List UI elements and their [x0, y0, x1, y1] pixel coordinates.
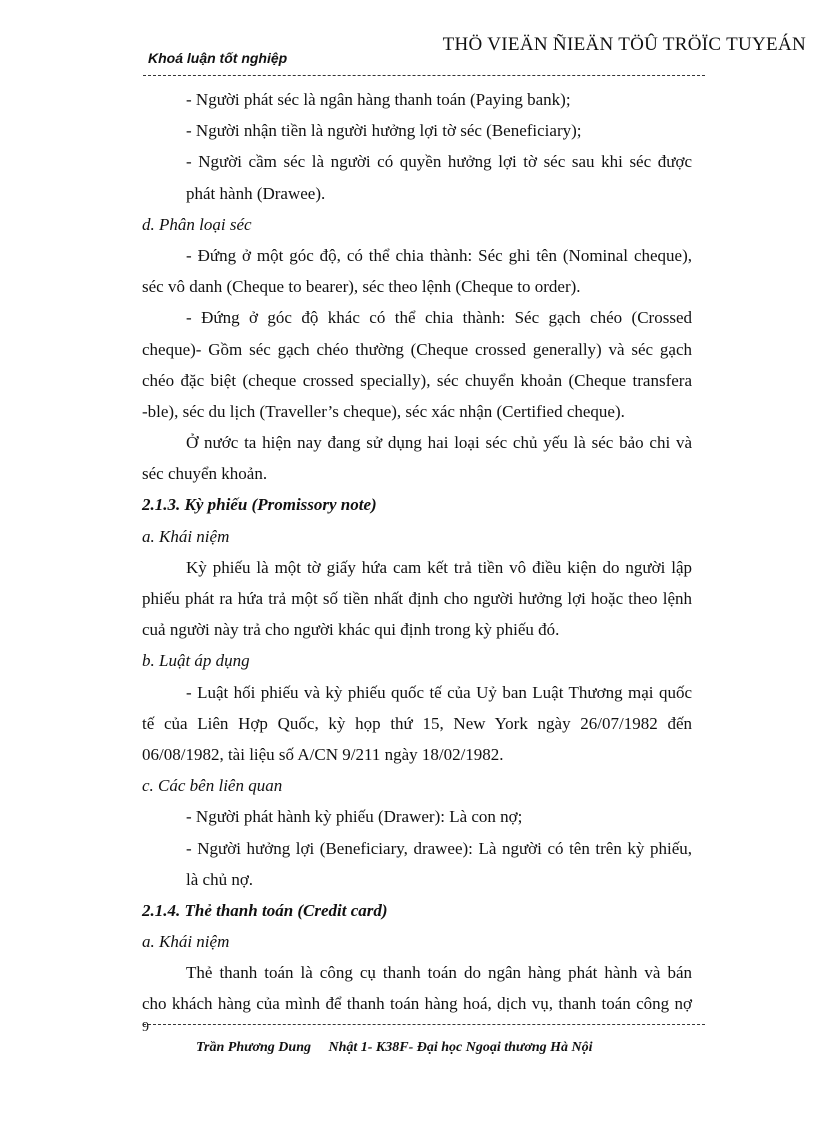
- paragraph-line: Kỳ phiếu là một tờ giấy hứa cam kết trả tiền vô điều kiện do người lập: [186, 557, 692, 577]
- subheading: a. Khái niệm: [142, 526, 230, 546]
- paragraph-line: phát hành (Drawee).: [186, 183, 326, 203]
- header-title: Khoá luận tốt nghiệp: [148, 50, 288, 66]
- subheading: d. Phân loại séc: [142, 214, 252, 234]
- paragraph-line: - Người phát séc là ngân hàng thanh toán (Paying bank);: [186, 90, 571, 109]
- paragraph-line: tế của Liên Hợp Quốc, kỳ họp thứ 15, New York ngày 26/07/1982 đến: [142, 713, 692, 733]
- subheading: c. Các bên liên quan: [142, 776, 283, 796]
- page-number: 9: [142, 1020, 149, 1035]
- paragraph-line: - Đứng ở góc độ khác có thể chia thành: Séc gạch chéo (Crossed: [186, 308, 692, 328]
- paragraph-line: Thẻ thanh toán là công cụ thanh toán do ngân hàng phát hành và bán: [186, 963, 692, 983]
- section-heading: 2.1.4. Thẻ thanh toán (Credit card): [142, 900, 388, 920]
- paragraph-line: cuả người này trả cho người khác qui định trong kỳ phiếu đó.: [142, 620, 560, 640]
- paragraph-line: - Người hưởng lợi (Beneficiary, drawee): Là người có tên trên kỳ phiếu,: [186, 838, 692, 858]
- paragraph-line: cheque)- Gồm séc gạch chéo thường (Cheque crossed generally) và séc gạch: [142, 339, 692, 359]
- header-library-name: THÖ VIEÄN ÑIEÄN TÖÛ TRÖÏC TUYEÁN: [442, 34, 806, 55]
- paragraph-line: chéo đặc biệt (cheque crossed specially), séc chuyển khoản (Cheque transfera: [142, 370, 692, 390]
- paragraph-line: cho khách hàng của mình để thanh toán hàng hoá, dịch vụ, thanh toán công nợ: [142, 994, 692, 1014]
- paragraph-line: - Người phát hành kỳ phiếu (Drawer): Là con nợ;: [186, 807, 523, 827]
- paragraph-line: 06/08/1982, tài liệu số A/CN 9/211 ngày 18/02/1982.: [142, 744, 504, 764]
- subheading: b. Luật áp dụng: [142, 651, 250, 671]
- paragraph-line: séc chuyển khoản.: [142, 464, 268, 484]
- section-heading: 2.1.3. Kỳ phiếu (Promissory note): [142, 495, 377, 515]
- subheading: a. Khái niệm: [142, 932, 230, 952]
- paragraph-line: - Luật hối phiếu và kỳ phiếu quốc tế của Uỷ ban Luật Thương mại quốc: [186, 682, 692, 702]
- page-body: [142, 84, 692, 1020]
- paragraph-line: Ở nước ta hiện nay đang sử dụng hai loại séc chủ yếu là séc bảo chi và: [186, 433, 692, 453]
- paragraph-line: - Người nhận tiền là người hưởng lợi tờ séc (Beneficiary);: [186, 121, 582, 141]
- paragraph-line: séc vô danh (Cheque to bearer), séc theo lệnh (Cheque to order).: [142, 277, 581, 297]
- footer-divider: [143, 1024, 705, 1025]
- footer-text: Trần Phương Dung Nhật 1- K38F- Đại học Ngoại thương Hà Nội: [196, 1040, 593, 1055]
- header-divider: [143, 75, 705, 76]
- paragraph-line: phiếu phát ra hứa trả một số tiền nhất định cho người hưởng lợi hoặc theo lệnh: [142, 589, 692, 608]
- paragraph-line: - Người cầm séc là người có quyền hưởng lợi tờ séc sau khi séc được: [186, 152, 692, 172]
- paragraph-line: là chủ nợ.: [186, 869, 254, 889]
- paragraph-line: - Đứng ở một góc độ, có thể chia thành: Séc ghi tên (Nominal cheque),: [186, 245, 692, 265]
- paragraph-line: -ble), séc du lịch (Traveller’s cheque), séc xác nhận (Certified cheque).: [142, 401, 625, 421]
